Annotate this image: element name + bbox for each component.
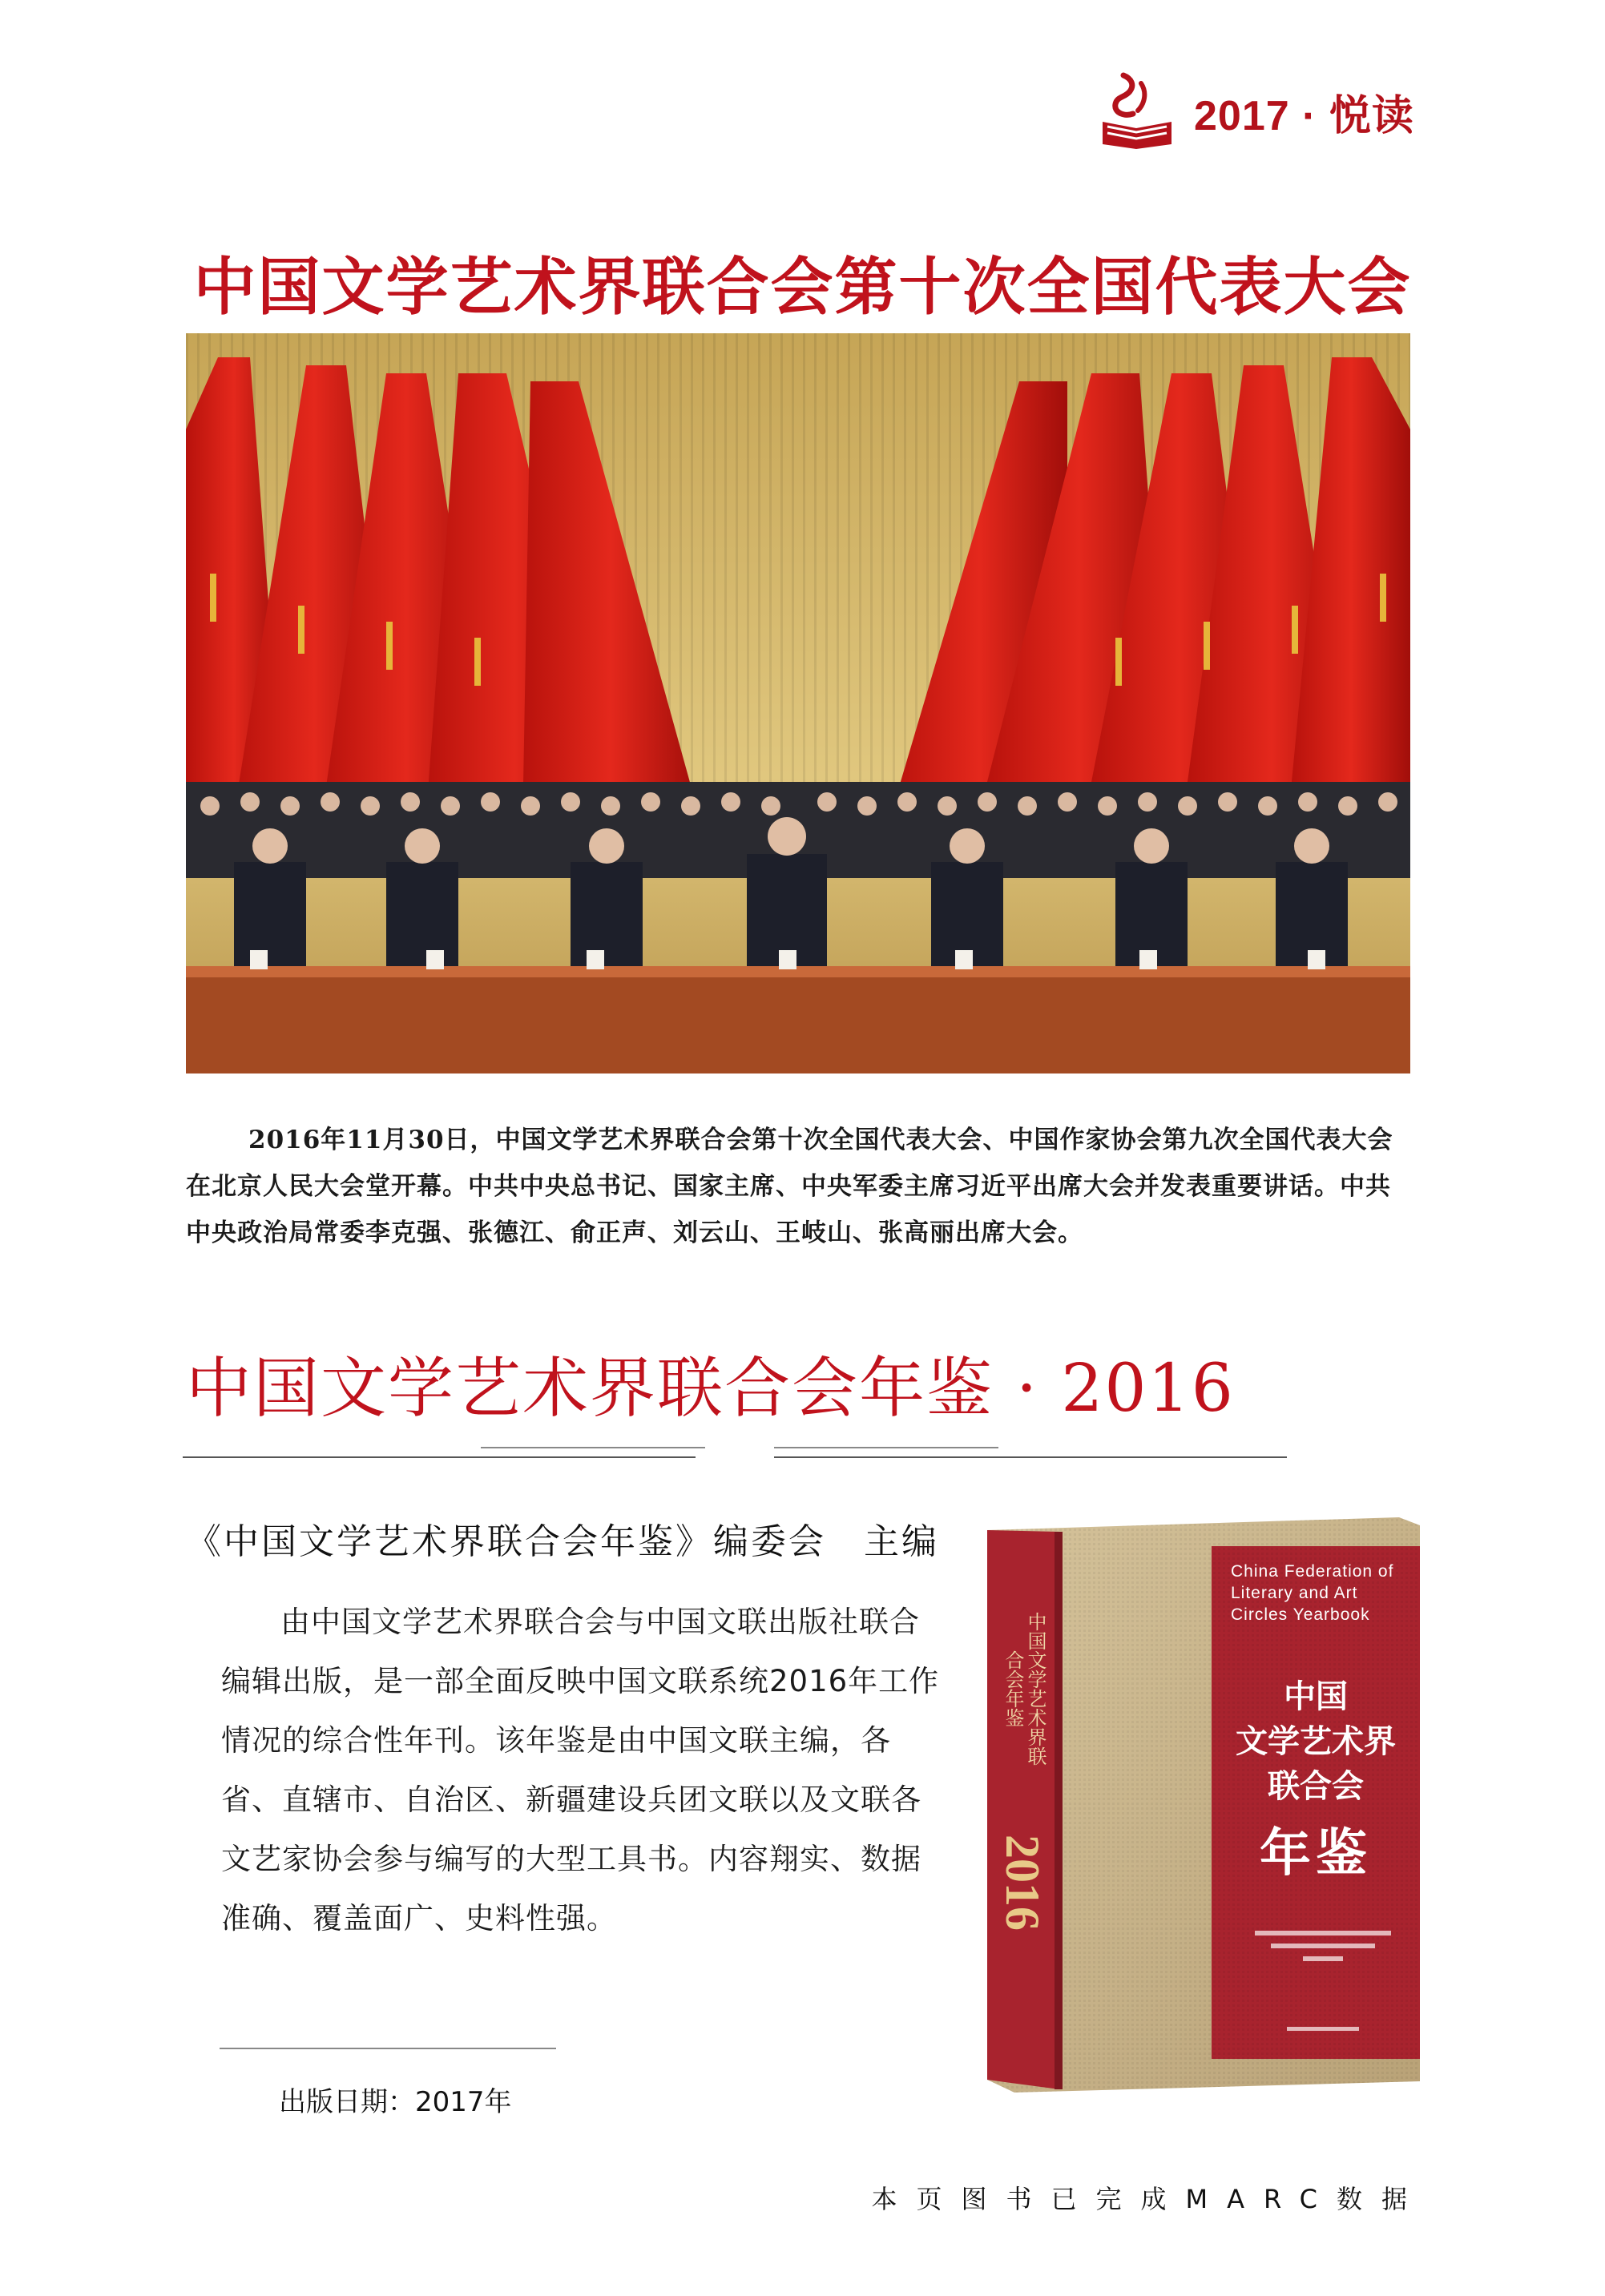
book-logo-icon (1099, 69, 1176, 149)
photo-caption: 2016年11月30日，中国文学艺术界联合会第十次全国代表大会、中国作家协会第九次全国代表大会在北京人民大会堂开幕。中共中央总书记、国家主席、中央军委主席习近平出席大会并发表重要讲话。中共中央政治局常委李克强、张德江、俞正声、刘云山、王岐山、张高丽出席大会。 (186, 1126, 1393, 1247)
spine-year: 2016 (996, 1835, 1049, 1931)
spine-title: 中国文学艺术界联合会年鉴 (1002, 1612, 1046, 1766)
cover-yearbook-label: 年鉴 (1260, 1823, 1372, 1883)
cover-chinese-title: 中国 文学艺术界 联合会 (1236, 1678, 1396, 1805)
feature-title: 中国文学艺术界联合会第十次全国代表大会 (193, 251, 1412, 324)
book-cover-image (982, 1514, 1422, 2093)
cover-english-title: China Federation of Literary and Art Circles Yearbook (1231, 1562, 1394, 1624)
publication-date: 出版日期：2017年 (279, 2086, 512, 2118)
book-title: 中国文学艺术界联合会年鉴 · 2016 (186, 1351, 1235, 1427)
divider-right (774, 1456, 1287, 1458)
divider-left (183, 1456, 696, 1458)
book-editor: 《中国文学艺术界联合会年鉴》编委会 主编 (186, 1521, 939, 1562)
congress-hall-photo (186, 333, 1410, 1073)
divider-pubdate (220, 2048, 556, 2049)
marc-note: 本页图书已完成MARC数据 (871, 2184, 1426, 2214)
divider-short-right (774, 1447, 998, 1448)
brand-text: 2017 · 悦读 (1194, 93, 1414, 139)
divider-short-left (481, 1447, 705, 1448)
book-description: 由中国文学艺术界联合会与中国文联出版社联合编辑出版，是一部全面反映中国文联系统2016年工作情况的综合性年刊。该年鉴是由中国文联主编，各省、直辖市、自治区、新疆建设兵团文联以及文联各文艺家协会参与编写的大型工具书。内容翔实、数据准确、覆盖面广、史料性强。 (221, 1605, 940, 1935)
